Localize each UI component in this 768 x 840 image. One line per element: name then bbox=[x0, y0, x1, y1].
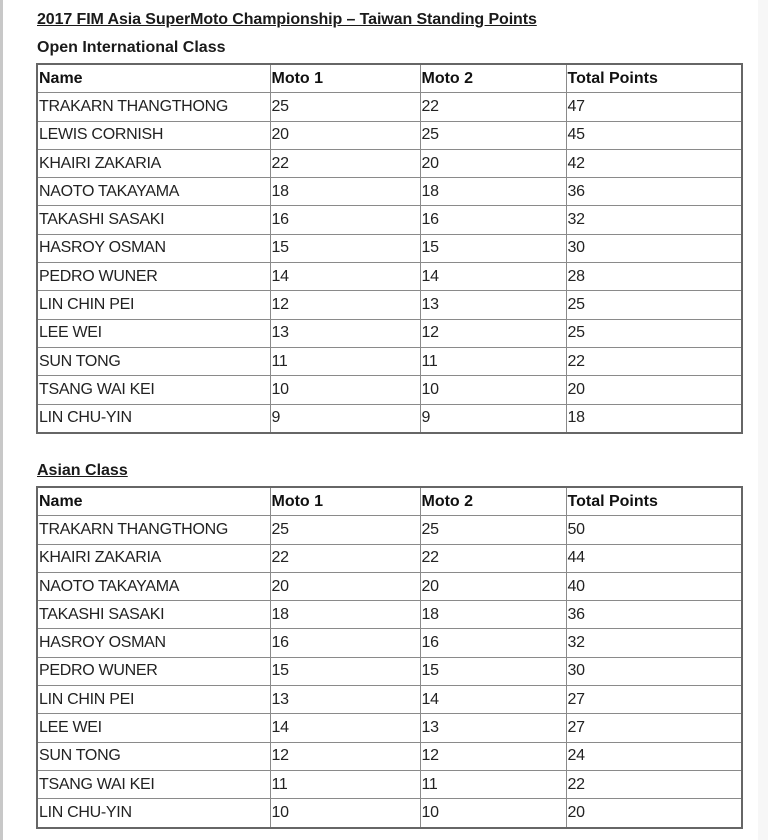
rider-name-cell: LIN CHU-YIN bbox=[37, 404, 270, 433]
rider-name-cell: SUN TONG bbox=[37, 347, 270, 375]
rider-name-cell: LIN CHU-YIN bbox=[37, 799, 270, 828]
total-points-cell: 40 bbox=[566, 572, 742, 600]
moto2-points-cell: 18 bbox=[420, 601, 566, 629]
total-points-cell: 27 bbox=[566, 686, 742, 714]
moto2-points-cell: 10 bbox=[420, 799, 566, 828]
rider-name-cell: KHAIRI ZAKARIA bbox=[37, 544, 270, 572]
moto2-points-cell: 10 bbox=[420, 376, 566, 404]
total-points-cell: 45 bbox=[566, 121, 742, 149]
rider-name-cell: NAOTO TAKAYAMA bbox=[37, 572, 270, 600]
moto2-points-cell: 12 bbox=[420, 742, 566, 770]
total-points-cell: 30 bbox=[566, 657, 742, 685]
moto1-points-cell: 18 bbox=[270, 601, 420, 629]
table-row bbox=[37, 601, 742, 629]
moto2-points-cell: 22 bbox=[420, 544, 566, 572]
moto2-points-cell: 15 bbox=[420, 234, 566, 262]
total-points-cell: 20 bbox=[566, 376, 742, 404]
column-header-total: Total Points bbox=[566, 487, 742, 516]
rider-name-cell: PEDRO WUNER bbox=[37, 657, 270, 685]
rider-name-cell: SUN TONG bbox=[37, 742, 270, 770]
moto2-points-cell: 13 bbox=[420, 291, 566, 319]
table-row bbox=[37, 516, 742, 544]
rider-name-cell: HASROY OSMAN bbox=[37, 234, 270, 262]
moto2-points-cell: 25 bbox=[420, 516, 566, 544]
asian-class-rows bbox=[37, 516, 742, 828]
rider-name-cell: LIN CHIN PEI bbox=[37, 686, 270, 714]
column-header-moto2: Moto 2 bbox=[420, 64, 566, 93]
column-header-moto2: Moto 2 bbox=[420, 487, 566, 516]
moto1-points-cell: 16 bbox=[270, 206, 420, 234]
rider-name-cell: TRAKARN THANGTHONG bbox=[37, 93, 270, 121]
table-row bbox=[37, 263, 742, 291]
moto2-points-cell: 20 bbox=[420, 572, 566, 600]
open-class-heading: Open International Class bbox=[37, 39, 226, 56]
total-points-cell: 44 bbox=[566, 544, 742, 572]
total-points-cell: 25 bbox=[566, 291, 742, 319]
open-class-table bbox=[36, 63, 743, 434]
moto1-points-cell: 20 bbox=[270, 121, 420, 149]
total-points-cell: 32 bbox=[566, 206, 742, 234]
table-row bbox=[37, 770, 742, 798]
moto1-points-cell: 13 bbox=[270, 686, 420, 714]
moto2-points-cell: 11 bbox=[420, 770, 566, 798]
moto1-points-cell: 10 bbox=[270, 376, 420, 404]
table-row bbox=[37, 714, 742, 742]
rider-name-cell: LEE WEI bbox=[37, 319, 270, 347]
moto1-points-cell: 18 bbox=[270, 178, 420, 206]
moto1-points-cell: 15 bbox=[270, 234, 420, 262]
moto2-points-cell: 18 bbox=[420, 178, 566, 206]
moto1-points-cell: 14 bbox=[270, 263, 420, 291]
table-row bbox=[37, 234, 742, 262]
moto1-points-cell: 12 bbox=[270, 742, 420, 770]
moto2-points-cell: 12 bbox=[420, 319, 566, 347]
table-row bbox=[37, 291, 742, 319]
total-points-cell: 25 bbox=[566, 319, 742, 347]
total-points-cell: 36 bbox=[566, 178, 742, 206]
total-points-cell: 22 bbox=[566, 347, 742, 375]
table-row bbox=[37, 657, 742, 685]
table-header-row bbox=[37, 64, 742, 93]
moto2-points-cell: 14 bbox=[420, 686, 566, 714]
table-row bbox=[37, 93, 742, 121]
table-row bbox=[37, 347, 742, 375]
total-points-cell: 42 bbox=[566, 149, 742, 177]
column-header-total: Total Points bbox=[566, 64, 742, 93]
total-points-cell: 22 bbox=[566, 770, 742, 798]
moto1-points-cell: 20 bbox=[270, 572, 420, 600]
moto1-points-cell: 11 bbox=[270, 347, 420, 375]
moto2-points-cell: 16 bbox=[420, 206, 566, 234]
moto2-points-cell: 15 bbox=[420, 657, 566, 685]
table-header-row bbox=[37, 487, 742, 516]
moto1-points-cell: 15 bbox=[270, 657, 420, 685]
table-row bbox=[37, 742, 742, 770]
document-title: 2017 FIM Asia SuperMoto Championship – Taiwan Standing Points bbox=[37, 11, 537, 28]
total-points-cell: 27 bbox=[566, 714, 742, 742]
moto2-points-cell: 16 bbox=[420, 629, 566, 657]
table-row bbox=[37, 544, 742, 572]
rider-name-cell: HASROY OSMAN bbox=[37, 629, 270, 657]
moto2-points-cell: 22 bbox=[420, 93, 566, 121]
moto2-points-cell: 14 bbox=[420, 263, 566, 291]
rider-name-cell: KHAIRI ZAKARIA bbox=[37, 149, 270, 177]
table-row bbox=[37, 629, 742, 657]
total-points-cell: 47 bbox=[566, 93, 742, 121]
rider-name-cell: LIN CHIN PEI bbox=[37, 291, 270, 319]
table-row bbox=[37, 686, 742, 714]
moto2-points-cell: 13 bbox=[420, 714, 566, 742]
rider-name-cell: PEDRO WUNER bbox=[37, 263, 270, 291]
moto1-points-cell: 13 bbox=[270, 319, 420, 347]
table-row bbox=[37, 799, 742, 828]
table-row bbox=[37, 404, 742, 433]
total-points-cell: 18 bbox=[566, 404, 742, 433]
table-row bbox=[37, 319, 742, 347]
rider-name-cell: TAKASHI SASAKI bbox=[37, 601, 270, 629]
open-class-rows bbox=[37, 93, 742, 433]
rider-name-cell: LEWIS CORNISH bbox=[37, 121, 270, 149]
rider-name-cell: TAKASHI SASAKI bbox=[37, 206, 270, 234]
moto1-points-cell: 25 bbox=[270, 93, 420, 121]
table-row bbox=[37, 178, 742, 206]
moto1-points-cell: 22 bbox=[270, 149, 420, 177]
total-points-cell: 32 bbox=[566, 629, 742, 657]
table-row bbox=[37, 572, 742, 600]
column-header-name: Name bbox=[37, 487, 270, 516]
moto2-points-cell: 25 bbox=[420, 121, 566, 149]
total-points-cell: 28 bbox=[566, 263, 742, 291]
asian-class-heading: Asian Class bbox=[37, 462, 128, 479]
rider-name-cell: TRAKARN THANGTHONG bbox=[37, 516, 270, 544]
table-row bbox=[37, 149, 742, 177]
column-header-moto1: Moto 1 bbox=[270, 487, 420, 516]
moto1-points-cell: 9 bbox=[270, 404, 420, 433]
column-header-name: Name bbox=[37, 64, 270, 93]
total-points-cell: 30 bbox=[566, 234, 742, 262]
rider-name-cell: TSANG WAI KEI bbox=[37, 376, 270, 404]
moto1-points-cell: 10 bbox=[270, 799, 420, 828]
total-points-cell: 50 bbox=[566, 516, 742, 544]
total-points-cell: 20 bbox=[566, 799, 742, 828]
column-header-moto1: Moto 1 bbox=[270, 64, 420, 93]
moto1-points-cell: 11 bbox=[270, 770, 420, 798]
moto1-points-cell: 12 bbox=[270, 291, 420, 319]
moto2-points-cell: 11 bbox=[420, 347, 566, 375]
rider-name-cell: TSANG WAI KEI bbox=[37, 770, 270, 798]
moto1-points-cell: 16 bbox=[270, 629, 420, 657]
total-points-cell: 24 bbox=[566, 742, 742, 770]
table-row bbox=[37, 376, 742, 404]
moto1-points-cell: 25 bbox=[270, 516, 420, 544]
table-row bbox=[37, 121, 742, 149]
table-row bbox=[37, 206, 742, 234]
document-page bbox=[3, 0, 758, 840]
moto2-points-cell: 20 bbox=[420, 149, 566, 177]
total-points-cell: 36 bbox=[566, 601, 742, 629]
moto1-points-cell: 22 bbox=[270, 544, 420, 572]
moto2-points-cell: 9 bbox=[420, 404, 566, 433]
moto1-points-cell: 14 bbox=[270, 714, 420, 742]
rider-name-cell: NAOTO TAKAYAMA bbox=[37, 178, 270, 206]
rider-name-cell: LEE WEI bbox=[37, 714, 270, 742]
asian-class-table bbox=[36, 486, 743, 829]
